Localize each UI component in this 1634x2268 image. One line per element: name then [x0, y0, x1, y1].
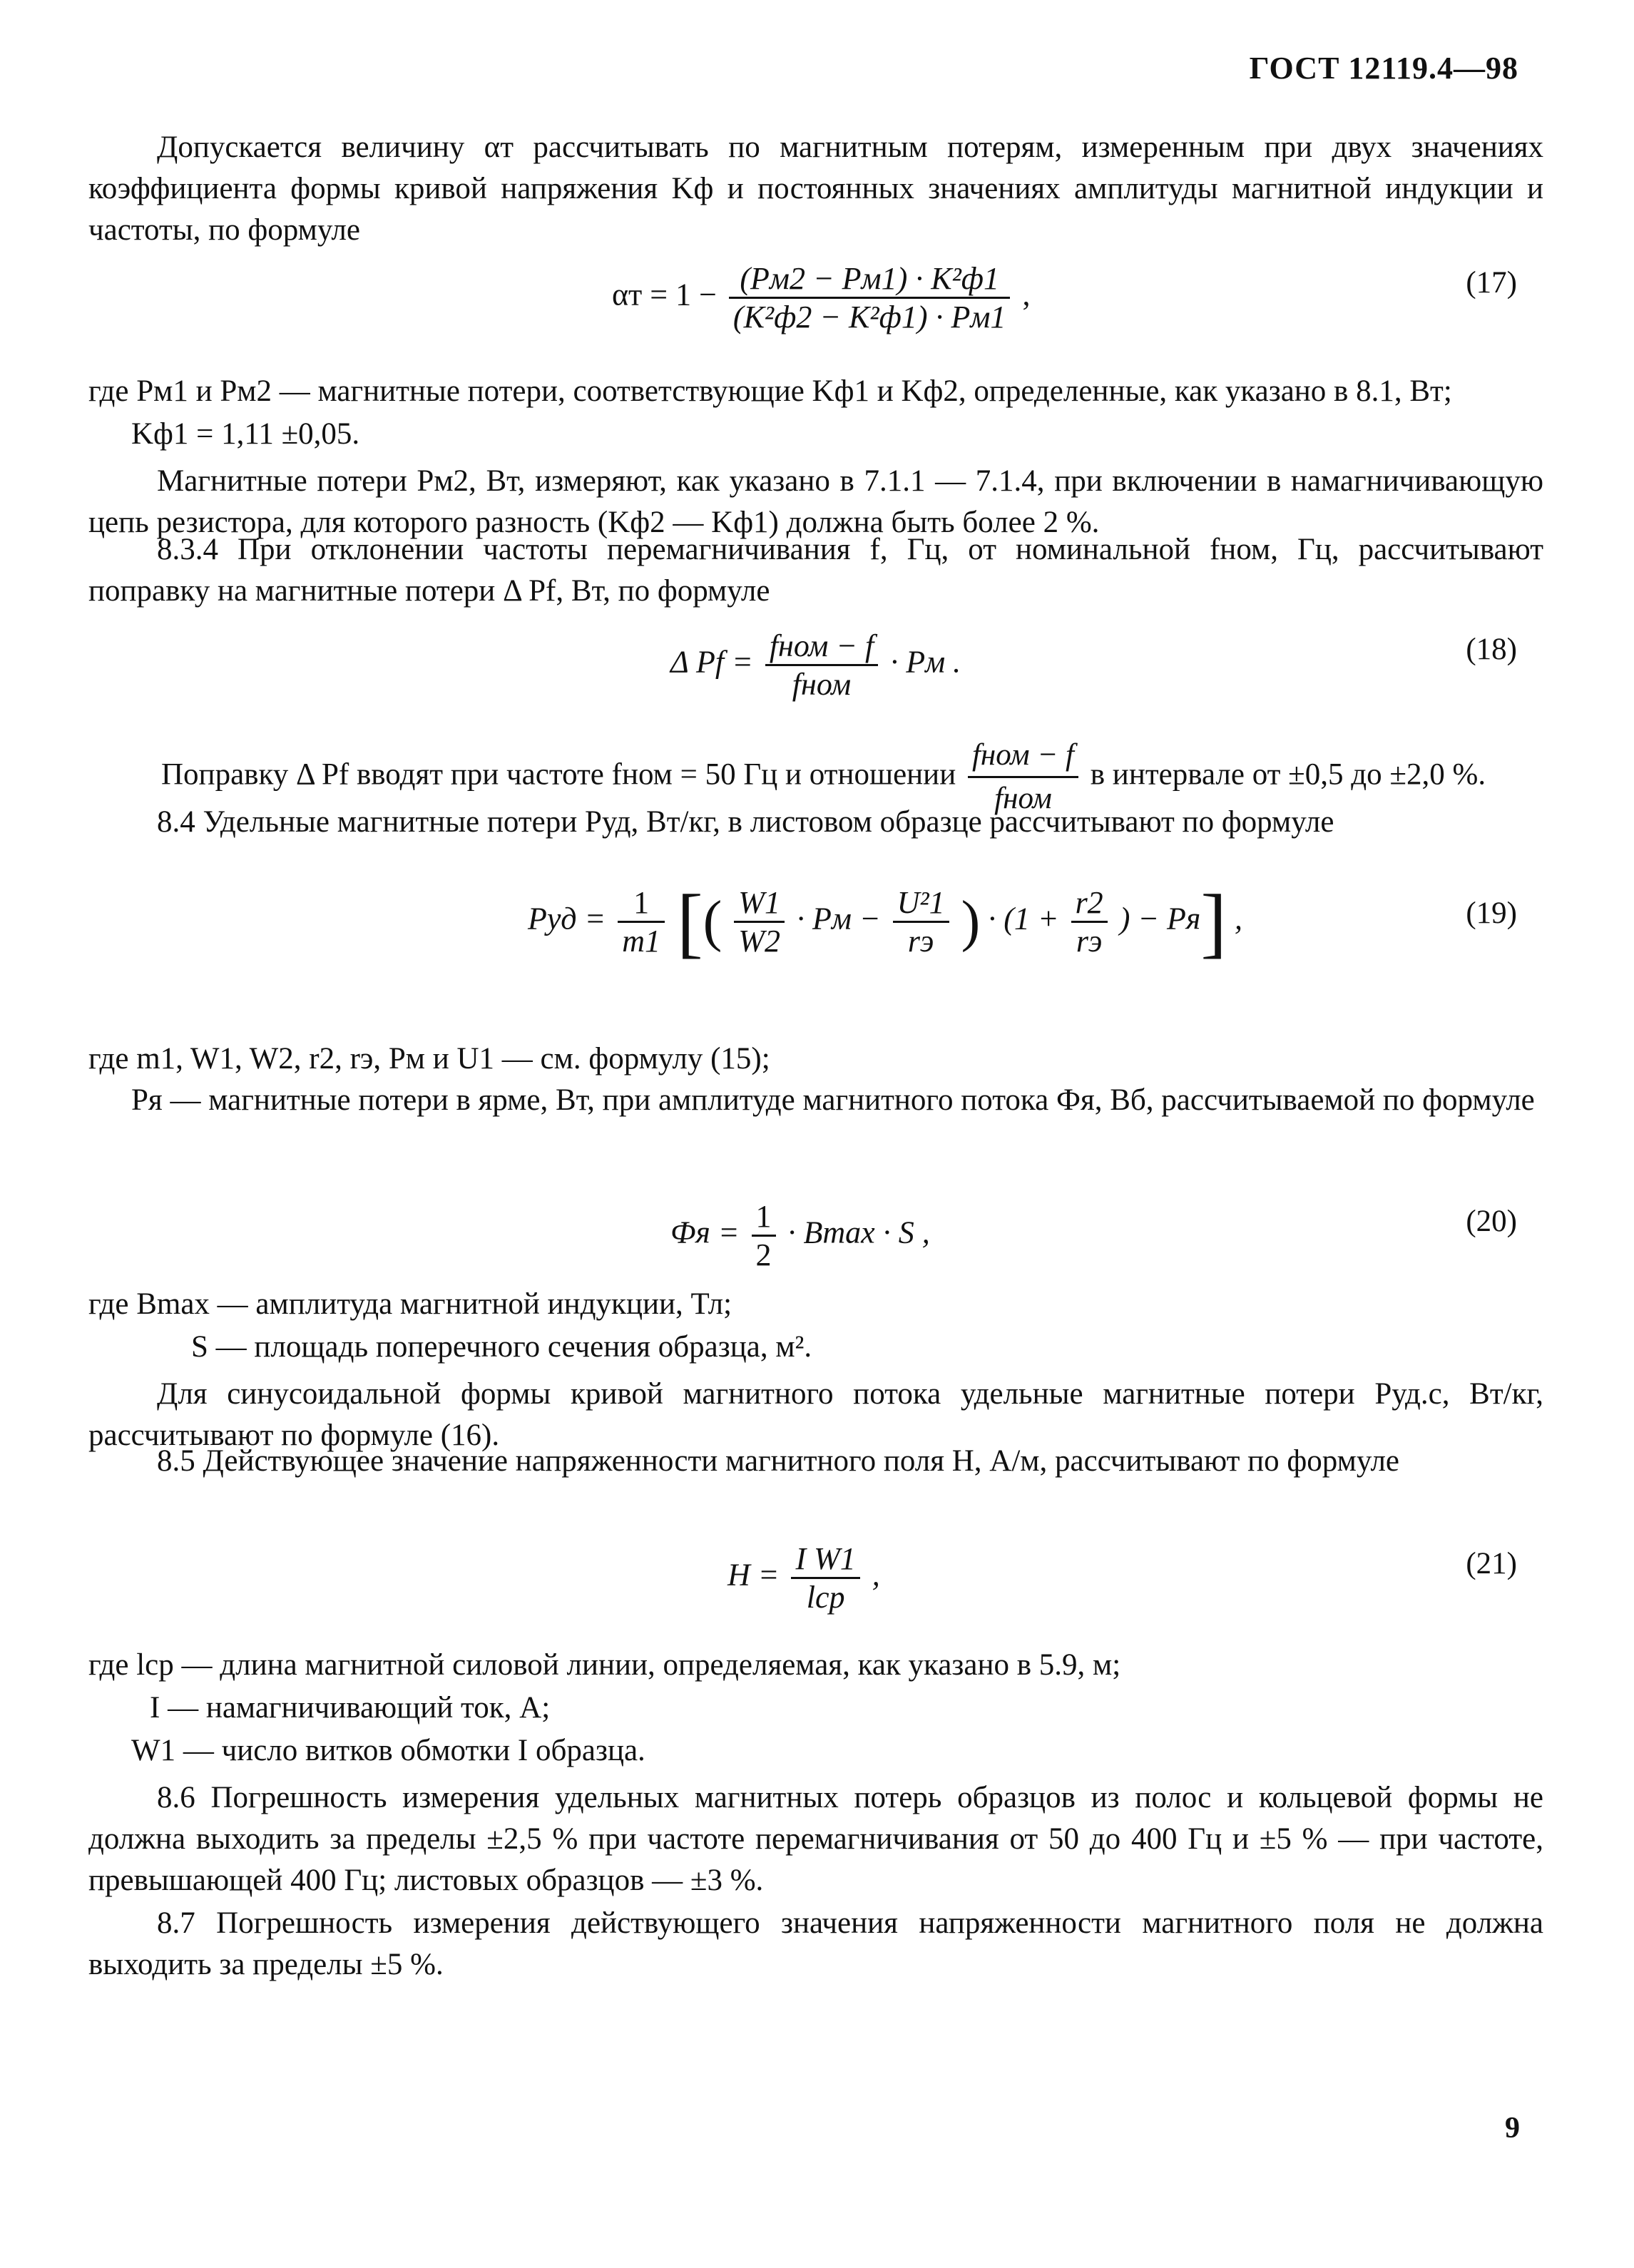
formula-20: Фя = $\frac{1}{2}$ · Bmax · S , — [670, 1199, 930, 1272]
paragraph-correction: Поправку Δ Pf вводят при частоте fном = 50 Гц и отношении $\frac{\text{fном − f}}{\text{fном}}$ в интервале от ±0,5 до ±2,0 %. — [161, 735, 1486, 819]
equation-number-17: (17) — [1466, 266, 1517, 300]
paragraph-8-7: 8.7 Погрешность измерения действующего значения напряженности магнитного поля не должна выходить за пределы ±5 %. — [88, 1906, 1543, 1981]
formula-21: H = $\frac{\text{I W1}}{\text{lср}}$ , — [727, 1541, 880, 1615]
paragraph-current-i: I — намагничивающий ток, А; — [150, 1691, 551, 1725]
formula-18: Δ Pf = $\frac{\text{fном − f}}{\text{fном}}$ · Pм . — [670, 628, 961, 702]
paragraph-where-bmax: где Bmax — амплитуда магнитной индукции, Тл; — [88, 1287, 732, 1321]
formula-17: αт = 1 − $\frac{\text{(Pм2 − Pм1) · K²ф1}}{\text{(K²ф2 − K²ф1) · Pм1}}$ , — [612, 261, 1031, 334]
inline-fraction: $\frac{\text{fном − f}}{\text{fном}}$ — [968, 735, 1078, 819]
document-header: ГОСТ 12119.4—98 — [1249, 51, 1518, 86]
paragraph-where-pm: где Pм1 и Pм2 — магнитные потери, соответствующие Kф1 и Kф2, определенные, как указано в 8.1, Вт; — [88, 374, 1452, 408]
equation-number-18: (18) — [1466, 633, 1517, 666]
formula-19-r-ratio: $\frac{r2}{rэ}$ — [1071, 884, 1108, 959]
formula-18-fraction: $\frac{\text{fном − f}}{\text{fном}}$ — [765, 628, 878, 703]
formula-19-w-ratio: $\frac{W1}{W2}$ — [734, 884, 785, 959]
paragraph-w1-turns: W1 — число витков обмотки I образца. — [131, 1734, 645, 1767]
paragraph-sinusoidal: Для синусоидальной формы кривой магнитного потока удельные магнитные потери Pуд.с, Вт/кг, рассчитывают по формуле (16). — [88, 1377, 1543, 1452]
paragraph-8-6: 8.6 Погрешность измерения удельных магнитных потерь образцов из полос и кольцевой формы не должна выходить за пределы ±2,5 % при частоте перемагничивания от 50 до 400 Гц и ±5 % — при частоте, превышающей 400 Гц; листовых образцов — ±3 %. — [88, 1781, 1543, 1897]
paragraph-alpha-method: Допускается величину αт рассчитывать по магнитным потерям, измеренным при двух значениях коэффициента формы кривой напряжения Kф и постоянных значениях амплитуды магнитной индукции и частоты, по формуле — [88, 131, 1543, 247]
formula-19-coef: $\frac{1}{m1}$ — [618, 884, 665, 959]
paragraph-pm2-measurement: Магнитные потери Pм2, Вт, измеряют, как указано в 7.1.1 — 7.1.4, при включении в намагничивающую цепь резистора, для которого разность (Kф2 — Kф1) должна быть более 2 %. — [88, 464, 1543, 539]
formula-17-fraction: $\frac{\text{(Pм2 − Pм1) · K²ф1}}{\text{(K²ф2 − K²ф1) · Pм1}}$ — [729, 260, 1011, 335]
paragraph-py-yoke: Pя — магнитные потери в ярме, Вт, при амплитуде магнитного потока Фя, Вб, рассчитываемой по формуле — [131, 1083, 1535, 1117]
paragraph-where-m1: где m1, W1, W2, r2, rэ, Pм и U1 — см. формулу (15); — [88, 1042, 770, 1076]
equation-number-19: (19) — [1466, 897, 1517, 930]
paragraph-kf1-value: Kф1 = 1,11 ±0,05. — [131, 417, 360, 451]
paragraph-8-4: 8.4 Удельные магнитные потери Pуд, Вт/кг, в листовом образце рассчитывают по формуле — [157, 805, 1334, 839]
page-number: 9 — [1505, 2112, 1520, 2145]
paragraph-8-5: 8.5 Действующее значение напряженности магнитного поля H, А/м, рассчитывают по формуле — [157, 1444, 1399, 1478]
formula-19-u-ratio: $\frac{\text{U²1}}{rэ}$ — [893, 884, 949, 959]
paragraph-s-area: S — площадь поперечного сечения образца, м². — [191, 1330, 812, 1364]
formula-19: Pуд = $\frac{1}{m1}$ [( $\frac{W1}{W2}$ · Pм − $\frac{\text{U²1}}{rэ}$ ) · (1 + $\frac{r2}{rэ}$ ) − Pя] , — [528, 878, 1243, 966]
formula-21-fraction: $\frac{\text{I W1}}{\text{lср}}$ — [791, 1541, 859, 1615]
paragraph-8-3-4: 8.3.4 При отклонении частоты перемагничивания f, Гц, от номинальной fном, Гц, рассчитывают поправку на магнитные потери Δ Pf, Вт, по формуле — [88, 533, 1543, 608]
formula-20-half: $\frac{1}{2}$ — [752, 1198, 776, 1273]
equation-number-21: (21) — [1466, 1547, 1517, 1580]
paragraph-where-lcp: где lср — длина магнитной силовой линии, определяемая, как указано в 5.9, м; — [88, 1648, 1121, 1682]
equation-number-20: (20) — [1466, 1205, 1517, 1238]
